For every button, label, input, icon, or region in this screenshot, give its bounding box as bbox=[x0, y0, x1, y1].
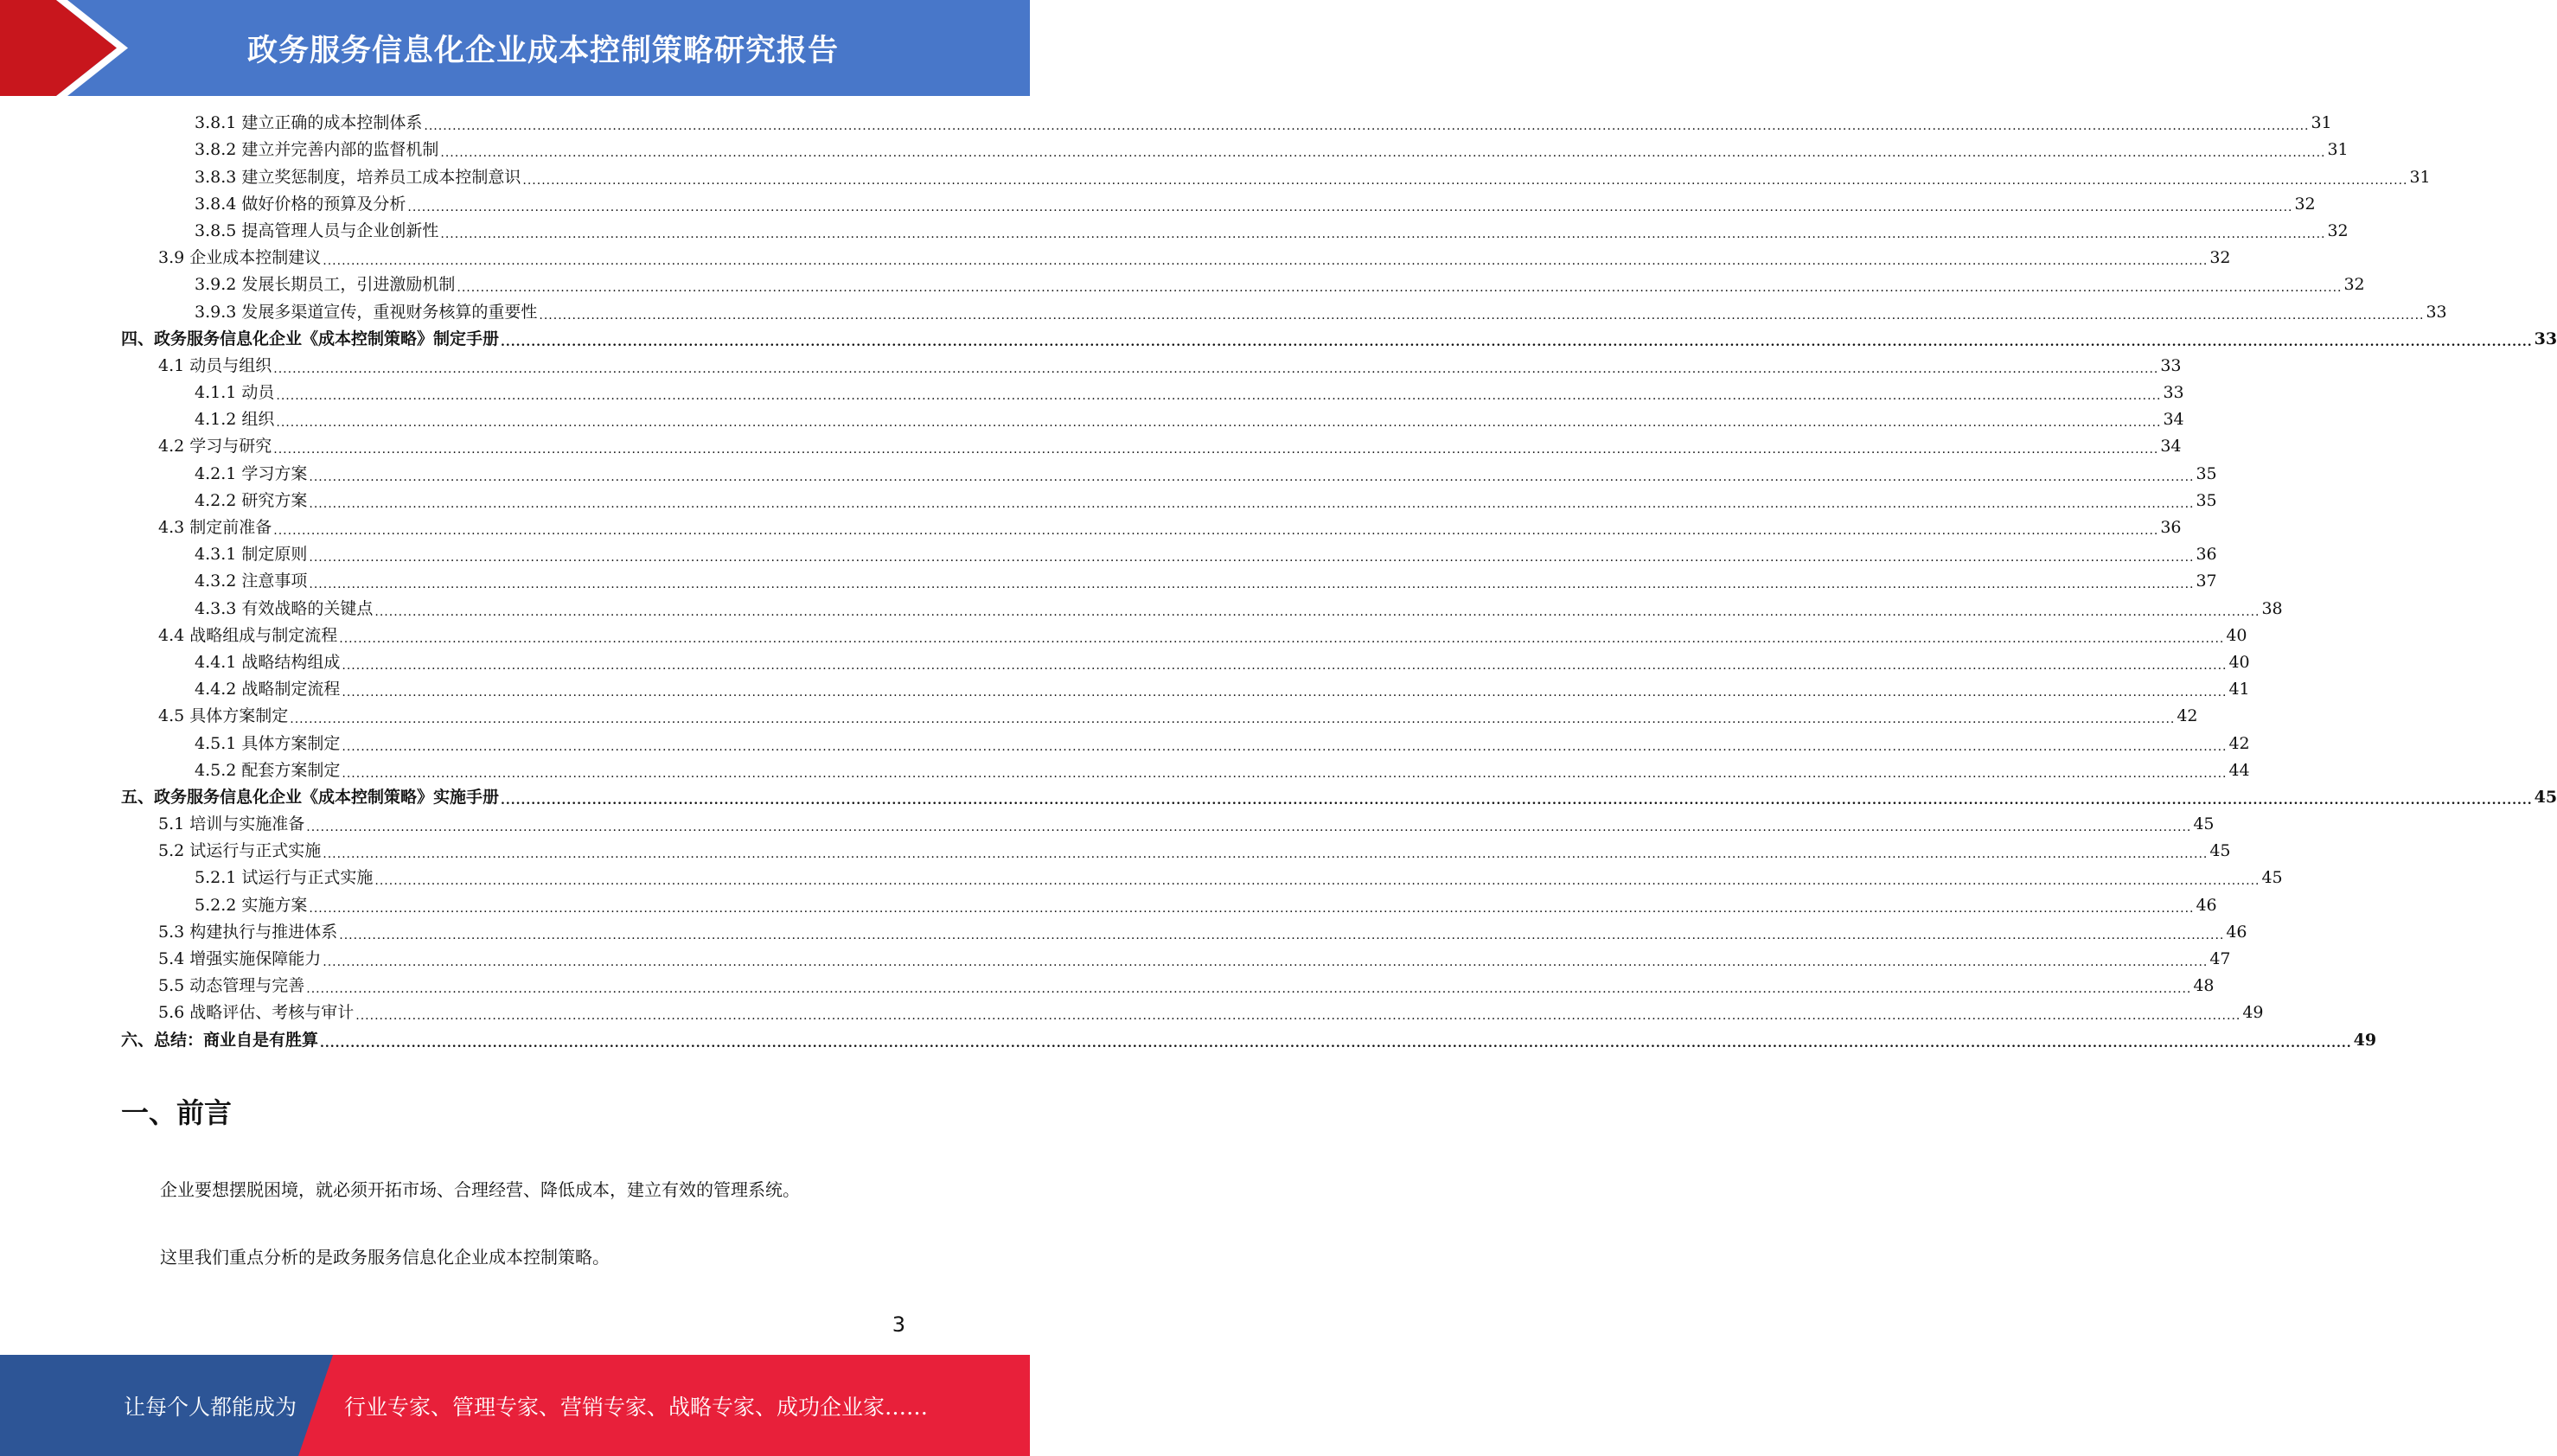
toc-entry-title: 4.3.1 制定原则 bbox=[195, 545, 308, 565]
toc-entry-title: 3.8.3 建立奖惩制度，培养员工成本控制意识 bbox=[195, 167, 521, 187]
toc-entry-page: 49 bbox=[2353, 1030, 2377, 1050]
toc-dot-leader: ................................................................................................................................................................................................................................................................................................................................................................................................................ bbox=[273, 361, 2159, 376]
toc-entry-title: 六、总结：商业自是有胜算 bbox=[121, 1030, 319, 1050]
toc-entry-title: 5.1 培训与实施准备 bbox=[158, 814, 305, 834]
toc-entry-page: 33 bbox=[2534, 329, 2557, 348]
toc-dot-leader: ................................................................................................................................................................................................................................................................................................................................................................................................................ bbox=[323, 254, 2209, 269]
toc-entry-page: 37 bbox=[2196, 572, 2217, 591]
toc-entry-title: 4.3.2 注意事项 bbox=[195, 572, 308, 591]
toc-dot-leader: ................................................................................................................................................................................................................................................................................................................................................................................................................ bbox=[342, 739, 2228, 754]
toc-entry[interactable] bbox=[121, 488, 2217, 514]
toc-entry[interactable] bbox=[121, 973, 2215, 999]
toc-dot-leader: ................................................................................................................................................................................................................................................................................................................................................................................................................ bbox=[501, 335, 2533, 349]
toc-entry-title: 4.4 战略组成与制定流程 bbox=[158, 625, 338, 645]
toc-entry[interactable] bbox=[121, 353, 2182, 380]
page-header bbox=[0, 0, 1030, 96]
toc-entry-page: 45 bbox=[2193, 814, 2215, 834]
toc-dot-leader: ................................................................................................................................................................................................................................................................................................................................................................................................................ bbox=[306, 982, 2192, 997]
toc-entry-page: 31 bbox=[2409, 167, 2431, 187]
toc-dot-leader: ................................................................................................................................................................................................................................................................................................................................................................................................................ bbox=[273, 524, 2159, 538]
toc-entry-title: 五、政务服务信息化企业《成本控制策略》实施手册 bbox=[121, 787, 500, 807]
toc-entry-title: 5.5 动态管理与完善 bbox=[158, 976, 305, 996]
toc-entry-title: 4.3 制定前准备 bbox=[158, 518, 272, 537]
toc-entry-page: 33 bbox=[2160, 355, 2182, 375]
toc-entry-page: 46 bbox=[2196, 895, 2217, 915]
toc-entry-title: 4.3.3 有效战略的关键点 bbox=[195, 598, 374, 618]
toc-entry-page: 49 bbox=[2242, 1003, 2264, 1023]
toc-dot-leader: ................................................................................................................................................................................................................................................................................................................................................................................................................ bbox=[522, 173, 2408, 188]
toc-entry[interactable] bbox=[121, 919, 2247, 946]
toc-entry-page: 48 bbox=[2193, 976, 2215, 996]
toc-dot-leader: ................................................................................................................................................................................................................................................................................................................................................................................................................ bbox=[306, 821, 2192, 835]
toc-entry-title: 5.2.2 实施方案 bbox=[195, 895, 308, 915]
toc-entry-title: 4.2.2 研究方案 bbox=[195, 490, 308, 510]
toc-entry[interactable] bbox=[121, 326, 2557, 353]
toc-entry-title: 3.9.3 发展多渠道宣传，重视财务核算的重要性 bbox=[195, 302, 538, 322]
toc-entry-page: 31 bbox=[2311, 113, 2332, 133]
toc-entry-title: 4.5.2 配套方案制定 bbox=[195, 760, 341, 780]
toc-dot-leader: ................................................................................................................................................................................................................................................................................................................................................................................................................ bbox=[457, 281, 2343, 296]
toc-entry[interactable] bbox=[121, 137, 2349, 163]
toc-entry-page: 44 bbox=[2228, 760, 2250, 780]
toc-dot-leader: ................................................................................................................................................................................................................................................................................................................................................................................................................ bbox=[355, 1009, 2241, 1024]
toc-entry-page: 34 bbox=[2163, 410, 2184, 430]
toc-entry[interactable] bbox=[121, 191, 2316, 218]
toc-entry-title: 3.9.2 发展长期员工，引进激励机制 bbox=[195, 275, 456, 295]
toc-entry-page: 45 bbox=[2261, 868, 2283, 888]
toc-entry[interactable] bbox=[121, 218, 2349, 245]
toc-dot-leader: ................................................................................................................................................................................................................................................................................................................................................................................................................ bbox=[539, 308, 2425, 322]
toc-dot-leader: ................................................................................................................................................................................................................................................................................................................................................................................................................ bbox=[440, 146, 2326, 161]
toc-entry[interactable] bbox=[121, 568, 2217, 595]
section-heading: 一、前言 bbox=[121, 1096, 233, 1129]
toc-entry-page: 35 bbox=[2196, 463, 2217, 483]
toc-entry-title: 4.2.1 学习方案 bbox=[195, 463, 308, 483]
page-number: 3 bbox=[892, 1312, 905, 1337]
toc-entry[interactable] bbox=[121, 380, 2184, 406]
toc-entry-title: 5.3 构建执行与推进体系 bbox=[158, 922, 338, 942]
toc-entry[interactable] bbox=[121, 676, 2250, 703]
toc-entry-page: 36 bbox=[2196, 545, 2217, 565]
toc-entry-page: 46 bbox=[2226, 922, 2247, 942]
toc-entry-page: 40 bbox=[2228, 652, 2250, 672]
footer-slogan-right: 行业专家、管理专家、营销专家、战略专家、成功企业家…… bbox=[344, 1394, 929, 1420]
toc-entry-title: 4.5 具体方案制定 bbox=[158, 706, 289, 726]
toc-dot-leader: ................................................................................................................................................................................................................................................................................................................................................................................................................ bbox=[374, 604, 2260, 619]
toc-dot-leader: ................................................................................................................................................................................................................................................................................................................................................................................................................ bbox=[309, 469, 2195, 484]
toc-dot-leader: ................................................................................................................................................................................................................................................................................................................................................................................................................ bbox=[342, 766, 2228, 781]
toc-entry-title: 4.4.1 战略结构组成 bbox=[195, 652, 341, 672]
toc-dot-leader: ................................................................................................................................................................................................................................................................................................................................................................................................................ bbox=[309, 578, 2195, 592]
toc-dot-leader: ................................................................................................................................................................................................................................................................................................................................................................................................................ bbox=[309, 551, 2195, 565]
toc-entry-page: 47 bbox=[2209, 949, 2231, 968]
toc-entry-page: 35 bbox=[2196, 490, 2217, 510]
report-title: 政务服务信息化企业成本控制策略研究报告 bbox=[246, 33, 839, 68]
toc-dot-leader: ................................................................................................................................................................................................................................................................................................................................................................................................................ bbox=[320, 1036, 2352, 1050]
toc-dot-leader: ................................................................................................................................................................................................................................................................................................................................................................................................................ bbox=[374, 874, 2260, 889]
toc-dot-leader: ................................................................................................................................................................................................................................................................................................................................................................................................................ bbox=[290, 712, 2176, 727]
toc-dot-leader: ................................................................................................................................................................................................................................................................................................................................................................................................................ bbox=[273, 443, 2159, 457]
toc-entry[interactable] bbox=[121, 460, 2217, 487]
toc-dot-leader: ................................................................................................................................................................................................................................................................................................................................................................................................................ bbox=[407, 200, 2293, 214]
toc-dot-leader: ................................................................................................................................................................................................................................................................................................................................................................................................................ bbox=[323, 955, 2209, 969]
toc-entry[interactable] bbox=[121, 271, 2365, 298]
toc-entry-page: 41 bbox=[2228, 680, 2250, 699]
toc-entry[interactable] bbox=[121, 298, 2447, 325]
toc-entry[interactable] bbox=[121, 784, 2557, 811]
toc-entry[interactable] bbox=[121, 811, 2215, 838]
page-footer bbox=[0, 1355, 1030, 1456]
toc-entry-page: 34 bbox=[2160, 437, 2182, 457]
toc-entry-page: 33 bbox=[2163, 383, 2184, 403]
toc-dot-leader: ................................................................................................................................................................................................................................................................................................................................................................................................................ bbox=[342, 658, 2228, 673]
toc-entry-title: 4.1.1 动员 bbox=[195, 383, 275, 403]
toc-entry-title: 3.8.1 建立正确的成本控制体系 bbox=[195, 113, 423, 133]
toc-entry[interactable] bbox=[121, 541, 2217, 568]
toc-dot-leader: ................................................................................................................................................................................................................................................................................................................................................................................................................ bbox=[424, 119, 2310, 134]
toc-entry[interactable] bbox=[121, 623, 2247, 649]
toc-entry[interactable] bbox=[121, 999, 2264, 1026]
header-chevron-icon bbox=[0, 0, 130, 96]
toc-entry-page: 45 bbox=[2534, 787, 2557, 807]
toc-entry[interactable] bbox=[121, 703, 2198, 730]
toc-dot-leader: ................................................................................................................................................................................................................................................................................................................................................................................................................ bbox=[276, 416, 2162, 431]
toc-entry[interactable] bbox=[121, 891, 2217, 918]
toc-entry[interactable] bbox=[121, 163, 2431, 190]
toc-dot-leader: ................................................................................................................................................................................................................................................................................................................................................................................................................ bbox=[323, 847, 2209, 862]
toc-entry-page: 33 bbox=[2426, 302, 2447, 322]
toc-dot-leader: ................................................................................................................................................................................................................................................................................................................................................................................................................ bbox=[339, 928, 2225, 942]
toc-entry[interactable] bbox=[121, 649, 2250, 676]
toc-entry-page: 42 bbox=[2177, 706, 2198, 726]
toc-entry[interactable] bbox=[121, 946, 2231, 973]
toc-entry-title: 4.1.2 组织 bbox=[195, 410, 275, 430]
toc-dot-leader: ................................................................................................................................................................................................................................................................................................................................................................................................................ bbox=[339, 631, 2225, 646]
toc-entry-title: 3.8.4 做好价格的预算及分析 bbox=[195, 194, 406, 214]
toc-entry-page: 32 bbox=[2209, 248, 2231, 268]
toc-entry-title: 5.4 增强实施保障能力 bbox=[158, 949, 322, 968]
toc-entry[interactable] bbox=[121, 514, 2182, 541]
toc-entry[interactable] bbox=[121, 757, 2250, 784]
toc-entry-title: 4.4.2 战略制定流程 bbox=[195, 680, 341, 699]
toc-entry-title: 5.2 试运行与正式实施 bbox=[158, 841, 322, 861]
toc-entry-page: 32 bbox=[2294, 194, 2316, 214]
footer-slogan-left: 让每个人都能成为 bbox=[124, 1394, 297, 1420]
toc-dot-leader: ................................................................................................................................................................................................................................................................................................................................................................................................................ bbox=[342, 686, 2228, 700]
toc-entry-page: 45 bbox=[2209, 841, 2231, 861]
toc-entry[interactable] bbox=[121, 595, 2283, 622]
toc-entry[interactable] bbox=[121, 1026, 2377, 1053]
toc-entry-title: 4.1 动员与组织 bbox=[158, 355, 272, 375]
toc-dot-leader: ................................................................................................................................................................................................................................................................................................................................................................................................................ bbox=[309, 901, 2195, 916]
toc-entry[interactable] bbox=[121, 406, 2184, 433]
toc-dot-leader: ................................................................................................................................................................................................................................................................................................................................................................................................................ bbox=[501, 793, 2533, 808]
toc-entry[interactable] bbox=[121, 838, 2231, 865]
toc-entry-title: 4.2 学习与研究 bbox=[158, 437, 272, 457]
toc-entry-page: 42 bbox=[2228, 733, 2250, 753]
toc-dot-leader: ................................................................................................................................................................................................................................................................................................................................................................................................................ bbox=[276, 389, 2162, 404]
toc-entry-title: 3.8.5 提高管理人员与企业创新性 bbox=[195, 220, 439, 240]
toc-dot-leader: ................................................................................................................................................................................................................................................................................................................................................................................................................ bbox=[440, 227, 2326, 241]
toc-entry-page: 32 bbox=[2327, 220, 2349, 240]
toc-entry[interactable] bbox=[121, 730, 2250, 757]
toc-entry-title: 4.5.1 具体方案制定 bbox=[195, 733, 341, 753]
toc-entry-title: 5.6 战略评估、考核与审计 bbox=[158, 1003, 355, 1023]
body-paragraph: 企业要想摆脱困境，就必须开拓市场、合理经营、降低成本，建立有效的管理系统。 bbox=[160, 1179, 800, 1200]
toc-entry[interactable] bbox=[121, 110, 2332, 137]
body-paragraph: 这里我们重点分析的是政务服务信息化企业成本控制策略。 bbox=[160, 1247, 610, 1268]
toc-entry-title: 四、政务服务信息化企业《成本控制策略》制定手册 bbox=[121, 329, 500, 348]
toc-entry-page: 40 bbox=[2226, 625, 2247, 645]
toc-entry-page: 36 bbox=[2160, 518, 2182, 537]
toc-entry-page: 31 bbox=[2327, 140, 2349, 160]
toc-entry[interactable] bbox=[121, 245, 2231, 271]
toc-entry-title: 5.2.1 试运行与正式实施 bbox=[195, 868, 374, 888]
toc-entry-title: 3.9 企业成本控制建议 bbox=[158, 248, 322, 268]
toc-entry[interactable] bbox=[121, 433, 2182, 460]
toc-entry-title: 3.8.2 建立并完善内部的监督机制 bbox=[195, 140, 439, 160]
toc-entry[interactable] bbox=[121, 865, 2283, 891]
toc-entry-page: 38 bbox=[2261, 598, 2283, 618]
toc-entry-page: 32 bbox=[2343, 275, 2365, 295]
table-of-contents bbox=[121, 110, 2557, 1054]
toc-dot-leader: ................................................................................................................................................................................................................................................................................................................................................................................................................ bbox=[309, 496, 2195, 511]
